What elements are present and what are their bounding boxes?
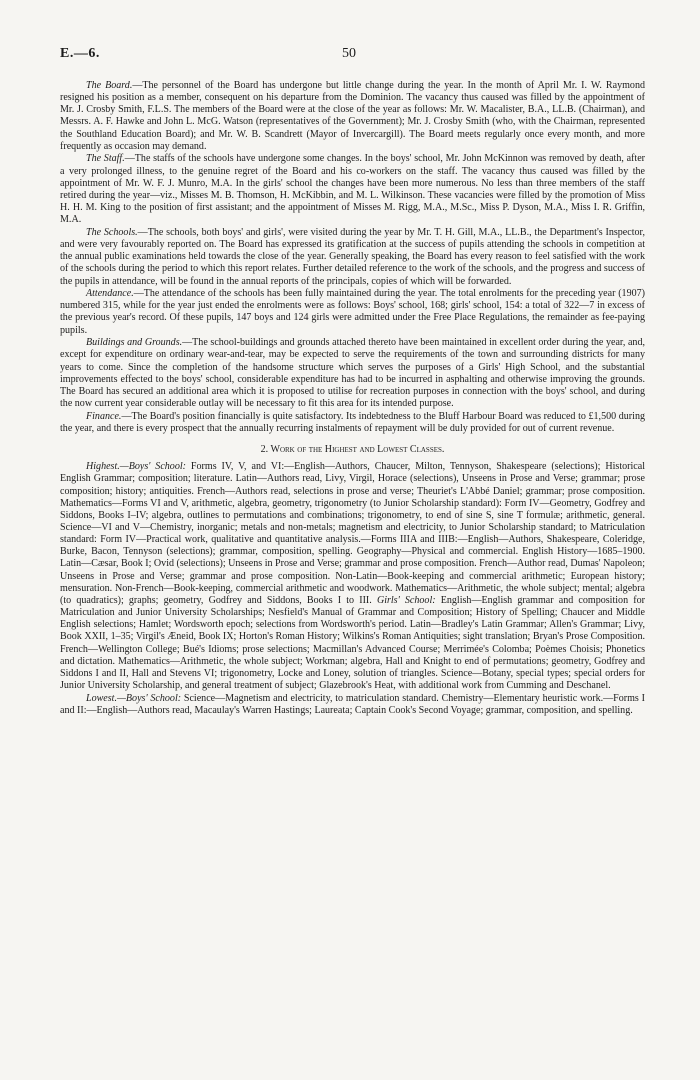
paragraph-lead: The Staff. xyxy=(86,153,125,165)
girls-school-lead: Girls' School: xyxy=(376,594,436,606)
paragraph-text: —The personnel of the Board has undergone but little change during the year. In the month of April Mr. I. W. Raymond resigned his position as a member, consequent on his departure from the Dominion. The vacancy thus caused was filled by the appointment of Mr. J. Crosby Smith, F.L.S. The members of the Board were at the close of the year as follows: Mr. W. Macalister, B.A., LL.B. (Chairman), and Messrs. A. F. Hawke and John L. McG. Watson (representatives of the Government); Mr. J. Crosby Smith (who, with the Chairman, represented the Southland Education Board); and Mr. W. B. Scandrett (Mayor of Invercargill). The Board meets regularly once every month, and more frequently as occasion may demand. xyxy=(60,80,645,152)
paragraph-lead: Finance. xyxy=(86,410,122,422)
paragraph-buildings xyxy=(60,337,645,410)
paragraph-lead: Attendance. xyxy=(86,288,134,300)
paragraph-lead: The Board. xyxy=(86,80,133,91)
page-number: 50 xyxy=(342,46,356,61)
paragraph-text: —The Board's position financially is quite satisfactory. Its indebtedness to the Bluff Harbour Board was reduced to £1,500 during the year, and there is every prospect that the annually recurring instalments of repayment will be duly provided for out of current revenue. xyxy=(60,410,645,434)
paragraph-text: Science—Magnetism and electricity, to matriculation standard. Chemistry—Elementary heuristic work.—Forms I and II:—English—Authors read, Macaulay's Warren Hastings; Laureata; Captain Cook's Second Voyage; grammar, composition, and spelling. xyxy=(60,692,645,716)
paragraph-finance xyxy=(60,411,645,435)
paragraph-text: —The staffs of the schools have undergone some changes. In the boys' school, Mr. John McKinnon was removed by death, after a very prolonged illness, to the genuine regret of the Board and his co-workers on the staff. The vacancy thus caused was filled by the appointment of Mr. W. F. J. Munro, M.A. In the girls' school the changes have been more numerous. No less than three members of the staff retired during the year—viz., Misses M. B. Thomson, H. McKibbin, and M. L. Wilkinson. These vacancies were filled by the promotion of Miss H. H. M. King to the position of first assistant; and the appointment of Misses M. Rigg, M.A., M.Sc., Miss P. Dyson, M.A., Miss I. R. Griffin, M.A. xyxy=(60,153,645,226)
paragraph-lead: Lowest.—Boys' School: xyxy=(86,692,182,704)
paragraph-staff xyxy=(60,153,645,226)
paragraph-text: —The schools, both boys' and girls', were visited during the year by Mr. T. H. Gill, M.A., LL.B., the Department's Inspector, and were very favourably reported on. The Board has expressed its gratification at the success of pupils attending the schools in competition at the annual public examinations held towards the close of the year. Generally speaking, the Board has every reason to feel satisfied with the work of the schools during the period to which this report relates. Further detailed reference to the work of the schools, and the progress and success of the pupils in attendance, will be found in the annual reports of the principals, copies of which will be forwarded. xyxy=(60,226,645,287)
document-body xyxy=(60,80,645,717)
document-reference: E.—6. xyxy=(60,46,100,61)
paragraph-text: Forms IV, V, and VI:—English—Authors, Chaucer, Milton, Tennyson, Shakespeare (selections); Historical English Grammar; composition; literature. Latin—Authors read, Livy, Virgil, Horace (selections), Unseens in Prose and Verse; grammar; prose composition; history; antiquities. French—Authors read, selections in prose and verse; Theuriet's L'Abbé Daniel; grammar; prose composition. Mathematics—Forms VI and V, arithmetic, algebra, geometry, trigonometry (to Junior Scholarship standard): Form IV—Geometry, Godfrey and Siddons, Books I–IV; algebra, outlines to permutations and combinations; trigonometry, to end of sine S, sine T formulæ; arithmetic, general. Science—VI and V—Chemistry, inorganic; metals and non-metals; magnetism and electricity, to Junior Scholarship standard; to Matriculation standard: Form IV—Practical work, qualitative and quantitative analysis.—Forms IIIA and IIIB:—English—Authors, Shakespeare, Coleridge, Burke, Bacon, Tennyson (selections); grammar, composition, spelling. Geography—Physical and commercial. English History—1685–1900. Latin—Cæsar, Book I; Ovid (selections); Unseens in Prose and Verse; grammar and prose composition. French—Author read, Dumas' Napoleon; Unseens in Prose and Verse; grammar and prose composition. Non-Latin—Book-keeping and commercial arithmetic; European history; mensuration. Non-French—Book-keeping, commercial arithmetic and woodwork. Mathematics—Arithmetic, the whole subject; mental; algebra (to quadratics); graphs; geometry, Godfrey and Siddons, Books I to III. xyxy=(60,461,645,606)
page-header xyxy=(60,46,638,68)
paragraph-schools xyxy=(60,227,645,288)
paragraph-text: —The attendance of the schools has been fully maintained during the year. The total enrolments for the preceding year (1907) numbered 315, while for the year just ended the enrolments were as follows: Boys' school, 168; girls' school, 154: a total of 322—7 in excess of the previous year's record. Of these pupils, 147 boys and 124 girls were admitted under the Free Place Regulations, the remainder as fee-paying pupils. xyxy=(60,288,645,336)
girls-school-text: English—English grammar and composition for Matriculation and Junior University Scholarships; Nesfield's Manual of Grammar and Composition; History of Spelling; Chaucer and Middle English selections; Hamlet; Wordsworth epoch; selections from Wordsworth's period. Latin—Bradley's Latin Grammar; Allen's Grammar; Livy, Book XXII, 1–35; Virgil's Æneid, Book IX; Horton's Roman History; Wilkins's Roman Antiquities; sight translation; Bryan's Prose Composition. French—Wellington College; Bué's Idioms; prose selections; Macmillan's Advanced Course; Merrimée's Colomba; Poèmes Choisis; Phonetics and dictation. Mathematics—Arithmetic, the whole subject; Workman; algebra, Hall and Knight to end of permutations; geometry, Godfrey and Siddons I and II, Hall and Stevens VI; trigonometry, Locke and Loney, solution of triangles. Science—Botany, special types; special orders for Junior University Scholarship, and general treatment of subject; Glazebrook's Heat, with additional work from Cumming and Deschanel. xyxy=(60,594,645,691)
paragraph-attendance xyxy=(60,288,645,337)
paragraph-text: —The school-buildings and grounds attached thereto have been maintained in excellent order during the year, and, except for expenditure on ordinary wear-and-tear, may be expected to serve the requirements of the town and surrounding districts for many years to come. Since the completion of the handsome structure which serves the purposes of a Girls' High School, and the substantial improvements effected to the boys' school, considerable expenditure has had to be incurred in asphalting and otherwise improving the grounds. The Board has secured an additional area which it is proposed to utilise for recreation purposes in connection with the boys' school, and during the now current year considerable outlay will be necessary to fit this area for its intended purpose. xyxy=(60,337,645,410)
paragraph-lowest xyxy=(60,693,645,717)
paragraph-board xyxy=(60,80,645,153)
section-title: 2. Work of the Highest and Lowest Classes. xyxy=(260,444,445,456)
paragraph-lead: Buildings and Grounds. xyxy=(86,337,183,349)
paragraph-lead: The Schools. xyxy=(86,226,138,238)
paragraph-highest xyxy=(60,461,645,692)
paragraph-lead: Highest.—Boys' School: xyxy=(86,461,186,473)
